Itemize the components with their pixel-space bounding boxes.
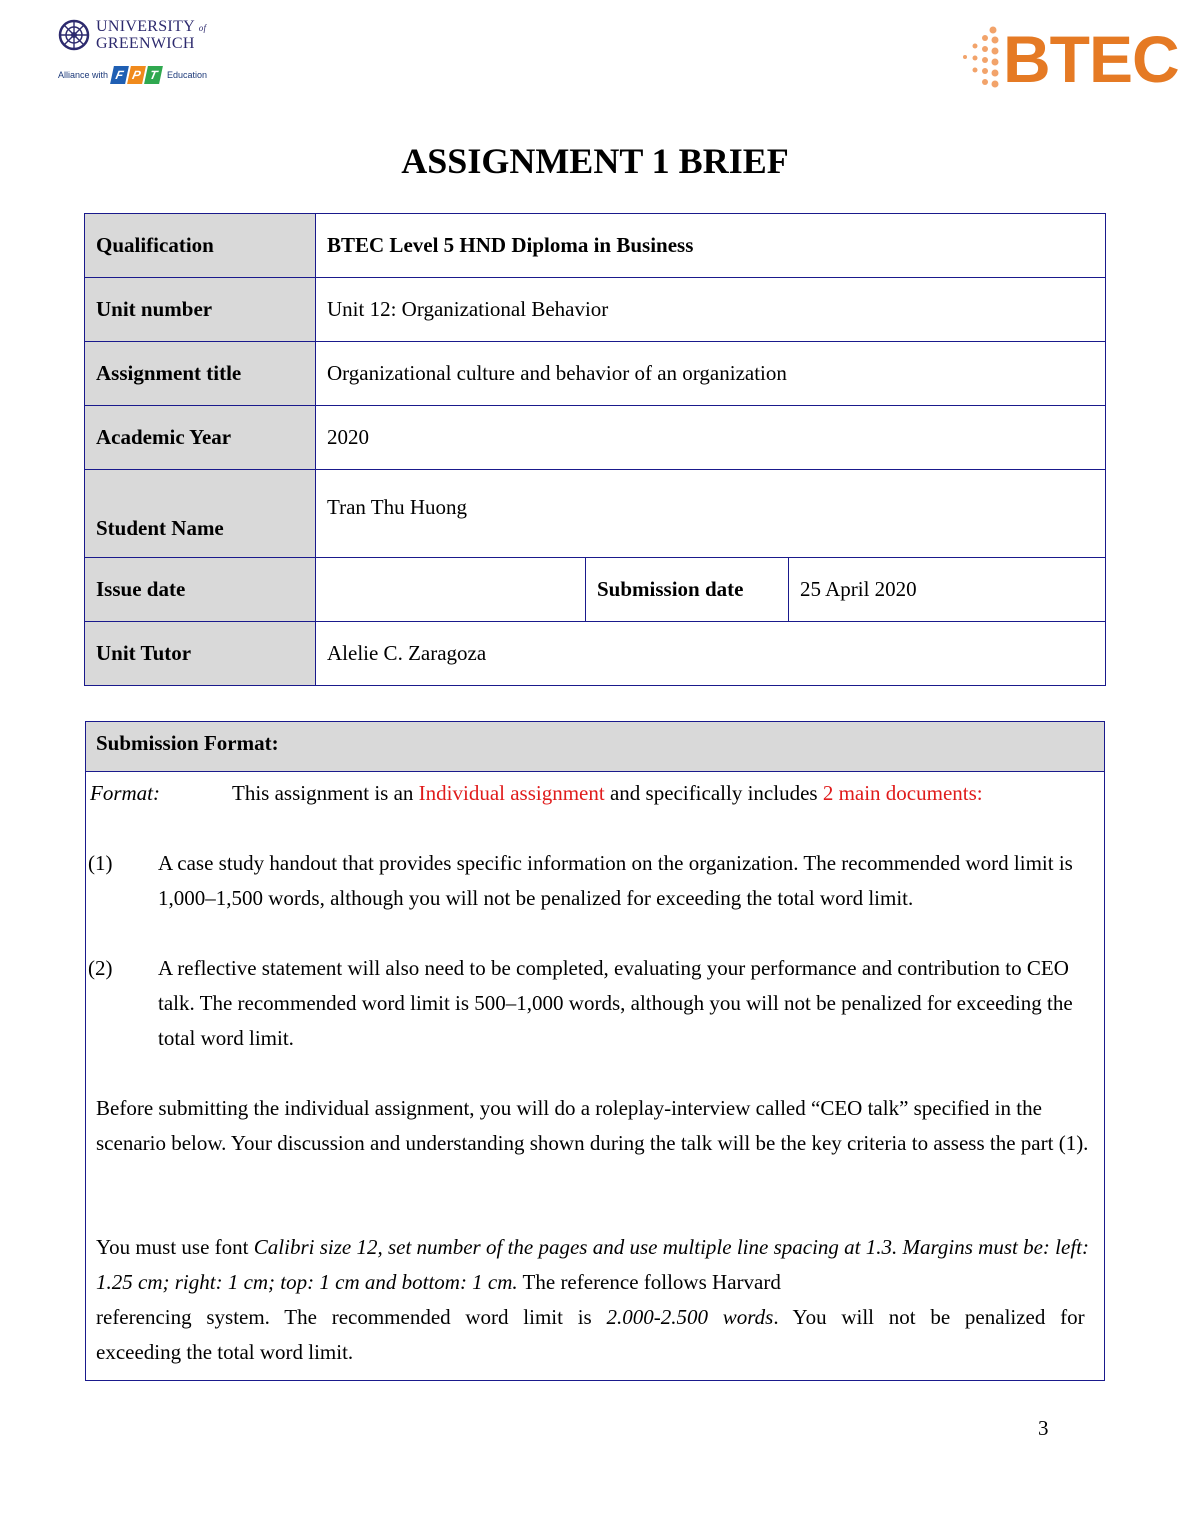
assignment-title-value: Organizational culture and behavior of an organization: [316, 342, 1106, 406]
font-text-4: . You will not be penalized for: [773, 1305, 1085, 1329]
fpt-letter-f: F: [110, 66, 129, 84]
submission-date-value: 25 April 2020: [789, 558, 1106, 622]
format-label: Format:: [90, 781, 160, 805]
unit-number-label: Unit number: [85, 278, 316, 342]
unit-tutor-label: Unit Tutor: [85, 622, 316, 686]
font-text-1: You must use font: [96, 1235, 254, 1259]
student-name-value: Tran Thu Huong: [316, 470, 1106, 558]
academic-year-value: 2020: [316, 406, 1106, 470]
academic-year-label: Academic Year: [85, 406, 316, 470]
font-requirements-line: [96, 1300, 1131, 1335]
table-row: [85, 342, 1106, 406]
item-1-text: A case study handout that provides specific information on the organization. The recommended word limit is 1,000–1,500 words, although you will not be penalized for exceeding the total word limit.: [158, 851, 1073, 910]
qualification-value: BTEC Level 5 HND Diploma in Business: [316, 214, 1106, 278]
alliance-suffix: Education: [167, 70, 208, 80]
fpt-alliance: [58, 66, 228, 84]
table-row: [85, 214, 1106, 278]
font-text-5: exceeding the total word limit.: [96, 1340, 354, 1364]
submission-format-box: [85, 721, 1105, 1381]
table-row: [85, 622, 1106, 686]
ceo-talk-paragraph: Before submitting the individual assignment, you will do a roleplay-interview called “CEO talk” specified in the scenario below. Your discussion and understanding shown during the talk will be the key criteria to assess the part (1).: [96, 1096, 1089, 1155]
item-2-text: A reflective statement will also need to be completed, evaluating your performance and contribution to CEO talk. The recommended word limit is 500–1,000 words, although you will not be penalized for exceeding the total word limit.: [158, 956, 1073, 1050]
unit-number-value: Unit 12: Organizational Behavior: [316, 278, 1106, 342]
university-line-2: GREENWICH: [96, 35, 195, 52]
greenwich-crest-icon: [58, 18, 90, 52]
fpt-letter-p: P: [127, 66, 146, 84]
submission-format-heading: Submission Format:: [86, 722, 1104, 772]
format-text-1: This assignment is an: [232, 781, 419, 805]
item-2-number: (2): [88, 956, 113, 980]
page-number: 3: [1038, 1416, 1049, 1440]
font-text-2: The reference follows Harvard: [517, 1270, 781, 1294]
university-line-1: UNIVERSITY: [96, 18, 195, 35]
issue-date-label: Issue date: [85, 558, 316, 622]
format-red-2: 2 main documents:: [822, 781, 983, 805]
university-of: of: [198, 23, 207, 33]
student-name-label: Student Name: [85, 470, 316, 558]
format-red-1: Individual assignment: [418, 781, 605, 805]
assignment-info-table: [84, 213, 1106, 686]
font-text-3: referencing system. The recommended word limit is: [96, 1305, 607, 1329]
alliance-prefix: Alliance with: [58, 70, 109, 80]
format-line: [90, 776, 983, 811]
table-row: [85, 406, 1106, 470]
font-italic-1: Calibri size 12, set number of the pages and use multiple line spacing at 1.3. Margins must be: left: 1.25 cm; right: 1 cm; top: 1 cm and bottom: 1 cm.: [96, 1235, 1089, 1294]
btec-logo: [955, 20, 1190, 98]
font-requirements-paragraph: [96, 1230, 1089, 1300]
format-text-2: and specifically includes: [604, 781, 823, 805]
university-logo: [58, 18, 228, 98]
assignment-title-label: Assignment title: [85, 342, 316, 406]
btec-wordmark: BTEC: [1003, 22, 1179, 96]
list-item: [88, 951, 1098, 1056]
table-row: [85, 558, 1106, 622]
fpt-logo: [112, 66, 163, 84]
qualification-label: Qualification: [85, 214, 316, 278]
fpt-letter-t: T: [144, 66, 163, 84]
btec-dots-icon: [955, 24, 1001, 94]
table-row: [85, 278, 1106, 342]
issue-date-value: [316, 558, 586, 622]
font-italic-2: 2.000-2.500 words: [606, 1305, 774, 1329]
page-title: ASSIGNMENT 1 BRIEF: [401, 141, 789, 181]
unit-tutor-value: Alelie C. Zaragoza: [316, 622, 1106, 686]
university-name: [96, 19, 206, 51]
item-1-number: (1): [88, 851, 113, 875]
table-row: [85, 470, 1106, 558]
submission-date-label: Submission date: [586, 558, 789, 622]
list-item: [88, 846, 1098, 916]
